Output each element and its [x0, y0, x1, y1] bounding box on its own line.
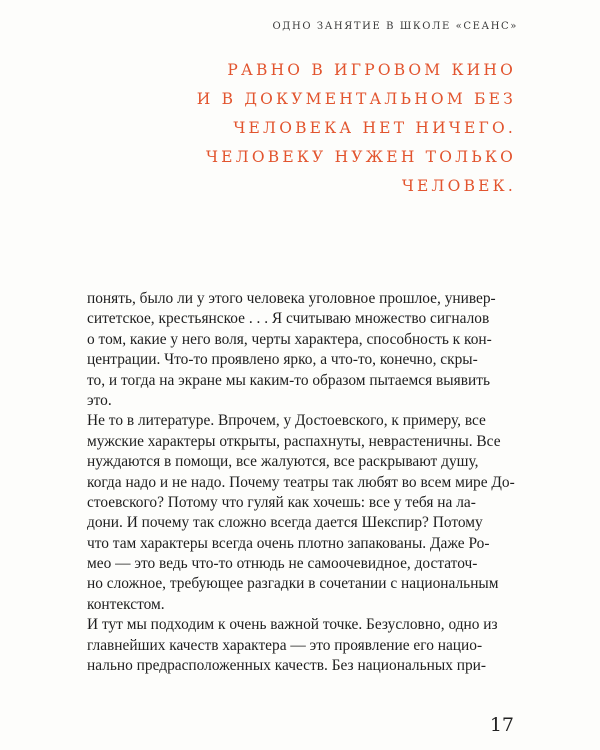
body-line: ситетское, крестьянское . . . Я считываю множество сигналов [87, 310, 490, 328]
pull-quote-line: ЧЕЛОВЕКУ НУЖЕН ТОЛЬКО [206, 148, 516, 166]
page-number: 17 [489, 714, 514, 736]
body-line: то, и тогда на экране мы каким-то образом пытаемся выявить [87, 371, 490, 389]
body-line: И тут мы подходим к очень важной точке. Безусловно, одно из [87, 616, 498, 634]
body-line: центрации. Что-то проявлено ярко, а что-то, конечно, скры- [87, 351, 478, 369]
body-line: мео — это ведь что-то отнюдь не самоочевидное, достаточ- [87, 555, 478, 573]
running-head: ОДНО ЗАНЯТИЕ В ШКОЛЕ «СЕАНС» [272, 21, 518, 32]
body-line: это. [87, 391, 112, 409]
body-line: мужские характеры открыты, распахнуты, неврастеничны. Все [87, 432, 501, 450]
body-line: главнейших качеств характера — это проявление его нацио- [87, 636, 483, 654]
pull-quote-line: И В ДОКУМЕНТАЛЬНОМ БЕЗ [196, 90, 516, 108]
body-line: понять, было ли у этого человека уголовное прошлое, универ- [87, 290, 496, 307]
body-line: нуждаются в помощи, все жалуются, все раскрывают душу, [87, 453, 479, 471]
body-line: но сложное, требующее разгадки в сочетании с национальным [87, 575, 499, 593]
body-line: стоевского? Потому что гуляй как хочешь: все у тебя на ла- [87, 493, 476, 511]
body-line: что там характеры всегда очень плотно запакованы. Даже Ро- [87, 534, 490, 552]
body-line: дони. И почему так сложно всегда дается Шекспир? Потому [87, 514, 483, 532]
pull-quote-line: ЧЕЛОВЕК. [401, 177, 516, 195]
body-line: когда надо и не надо. Почему театры так любят во всем мире До- [87, 473, 515, 491]
pull-quote-line: РАВНО В ИГРОВОМ КИНО [227, 61, 516, 79]
body-line: Не то в литературе. Впрочем, у Достоевского, к примеру, все [87, 412, 486, 430]
pull-quote [96, 56, 516, 201]
body-line: контекстом. [87, 595, 165, 613]
body-text [87, 289, 527, 676]
body-line: о том, какие у него воля, черты характера, способность к кон- [87, 330, 492, 348]
body-line: нально предрасположенных качеств. Без национальных при- [87, 657, 487, 675]
pull-quote-line: ЧЕЛОВЕКА НЕТ НИЧЕГО. [233, 119, 516, 137]
